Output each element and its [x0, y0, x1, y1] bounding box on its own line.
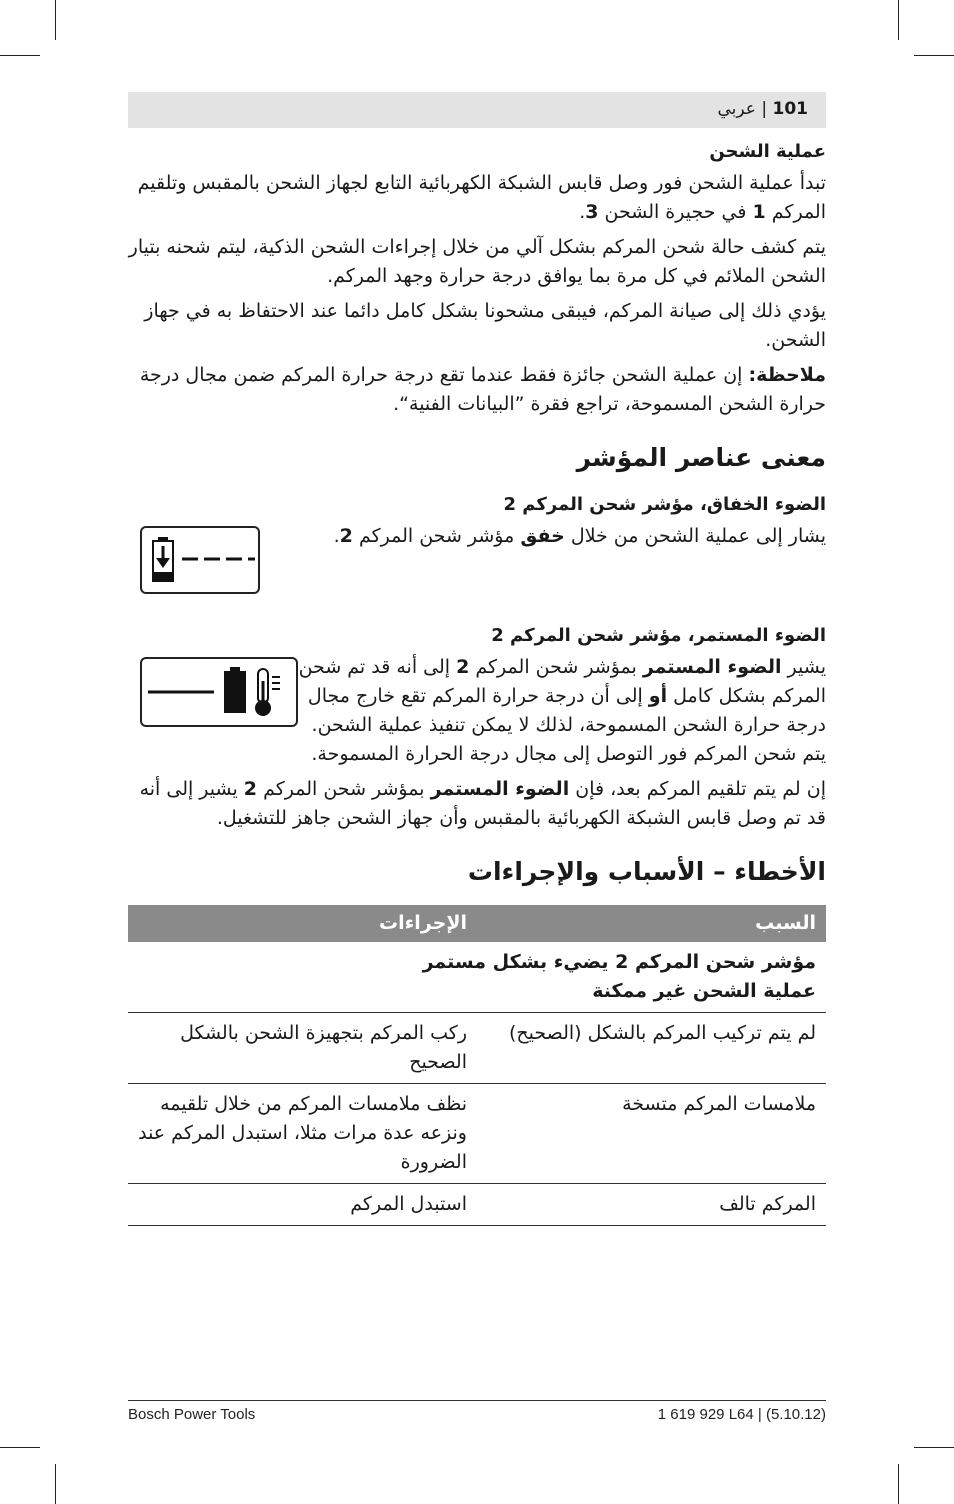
bold-text: أو [648, 685, 668, 707]
footer-doc-number: 1 619 929 L64 | (5.10.12) [657, 1406, 826, 1423]
text: مؤشر شحن المركم [352, 525, 521, 547]
cause-cell: ملامسات المركم متسخة [477, 1084, 826, 1184]
charging-title: عملية الشحن [709, 141, 826, 162]
bold-text: الضوء المستمر [642, 656, 782, 678]
text: إن لم يتم تلقيم المركم بعد، فإن [569, 778, 826, 800]
text: إلى أن درجة حرارة المركم تقع خارج مجال درجة حرارة الشحن المسموحة، لذلك لا يمكن تنفيذ عملية الشحن. يتم شحن المركم فور التوصل إلى مجال درجة الحرارة المسموحة. [307, 685, 826, 765]
crop-mark [914, 55, 954, 56]
group-title-line: عملية الشحن غير ممكنة [592, 980, 816, 1002]
footer-divider [128, 1400, 826, 1401]
text: إلى أنه قد تم شحن المركم بشكل كامل [298, 656, 826, 707]
battery-full-temperature-icon [142, 659, 296, 725]
crop-mark [55, 0, 56, 40]
charging-paragraph-1 [128, 169, 826, 227]
blinking-indicator-icon [140, 526, 260, 594]
ref-number: 2 [243, 778, 258, 800]
page-number: 101 [772, 99, 808, 119]
action-cell: نظف ملامسات المركم من خلال تلقيمه ونزعه عدة مرات مثلا، استبدل المركم عند الضرورة [128, 1084, 477, 1184]
column-header-cause: السبب [477, 905, 826, 942]
text: في حجيرة الشحن [598, 201, 753, 223]
bold-text: خفق [520, 525, 565, 547]
charging-note [128, 361, 826, 419]
errors-table [128, 905, 826, 1226]
note-text: إن عملية الشحن جائزة فقط عندما تقع درجة حرارة المركم ضمن مجال درجة حرارة الشحن المسموحة، تراجع فقرة ”البيانات الفنية“. [139, 364, 826, 415]
header-language: عربي [717, 99, 756, 119]
crop-mark [0, 55, 40, 56]
battery-charging-blink-icon [142, 528, 258, 592]
crop-mark [55, 1464, 56, 1504]
header-separator: | [755, 99, 773, 119]
text: بمؤشر شحن المركم [469, 656, 643, 678]
charging-paragraph-3: يؤدي ذلك إلى صيانة المركم، فيبقى مشحونا بشكل كامل دائما عند الاحتفاظ به في جهاز الشحن. [144, 300, 826, 351]
action-cell: ركب المركم بتجهيزة الشحن بالشكل الصحيح [128, 1013, 477, 1084]
page-content [128, 138, 826, 1226]
charging-paragraph-2: يتم كشف حالة شحن المركم بشكل آلي من خلال إجراءات الشحن الذكية، ليتم شحنه بتيار الشحن الملائم في كل مرة بما يوافق درجة حرارة وجهد المركم. [128, 236, 826, 287]
footer-brand: Bosch Power Tools [128, 1406, 256, 1423]
table-row [128, 1013, 826, 1084]
table-header-row [128, 905, 826, 942]
crop-mark [0, 1447, 40, 1448]
indicator-section-title: معنى عناصر المؤشر [576, 443, 826, 472]
steady-subtitle: الضوء المستمر، مؤشر شحن المركم 2 [491, 625, 826, 646]
ref-number: 3 [585, 201, 599, 223]
table-row [128, 1084, 826, 1184]
crop-mark [898, 1464, 899, 1504]
errors-section-title: الأخطاء – الأسباب والإجراءات [467, 857, 826, 886]
ready-paragraph [128, 775, 826, 833]
ref-number: 1 [752, 201, 766, 223]
text: يشار إلى عملية الشحن من خلال [564, 525, 826, 547]
page-header-text [718, 99, 808, 119]
cause-cell: لم يتم تركيب المركم بالشكل (الصحيح) [477, 1013, 826, 1084]
text: يشير [781, 656, 826, 678]
blink-subtitle: الضوء الخفاق، مؤشر شحن المركم 2 [503, 494, 826, 515]
text: . [333, 525, 340, 547]
group-title [128, 942, 826, 1013]
page-header [128, 92, 826, 128]
column-header-action: الإجراءات [128, 905, 477, 942]
action-cell: استبدل المركم [128, 1184, 477, 1226]
ref-number: 2 [456, 656, 470, 678]
table-row [128, 1184, 826, 1226]
note-label: ملاحظة: [748, 364, 826, 386]
text: بمؤشر شحن المركم [257, 778, 431, 800]
group-title-line: مؤشر شحن المركم 2 يضيء بشكل مستمر [422, 951, 816, 973]
bold-text: الضوء المستمر [430, 778, 570, 800]
table-group-row [128, 942, 826, 1013]
ref-number: 2 [339, 525, 353, 547]
text: يشير إلى أنه قد تم وصل قابس الشبكة الكهربائية بالمقبس وأن جهاز الشحن جاهز للتشغيل. [139, 778, 826, 829]
steady-indicator-icon [140, 657, 298, 727]
text: . [579, 201, 586, 223]
crop-mark [898, 0, 899, 40]
crop-mark [914, 1447, 954, 1448]
text: تبدأ عملية الشحن فور وصل قابس الشبكة الكهربائية التابع لجهاز الشحن بالمقبس وتلقيم المركم [137, 172, 826, 223]
cause-cell: المركم تالف [477, 1184, 826, 1226]
